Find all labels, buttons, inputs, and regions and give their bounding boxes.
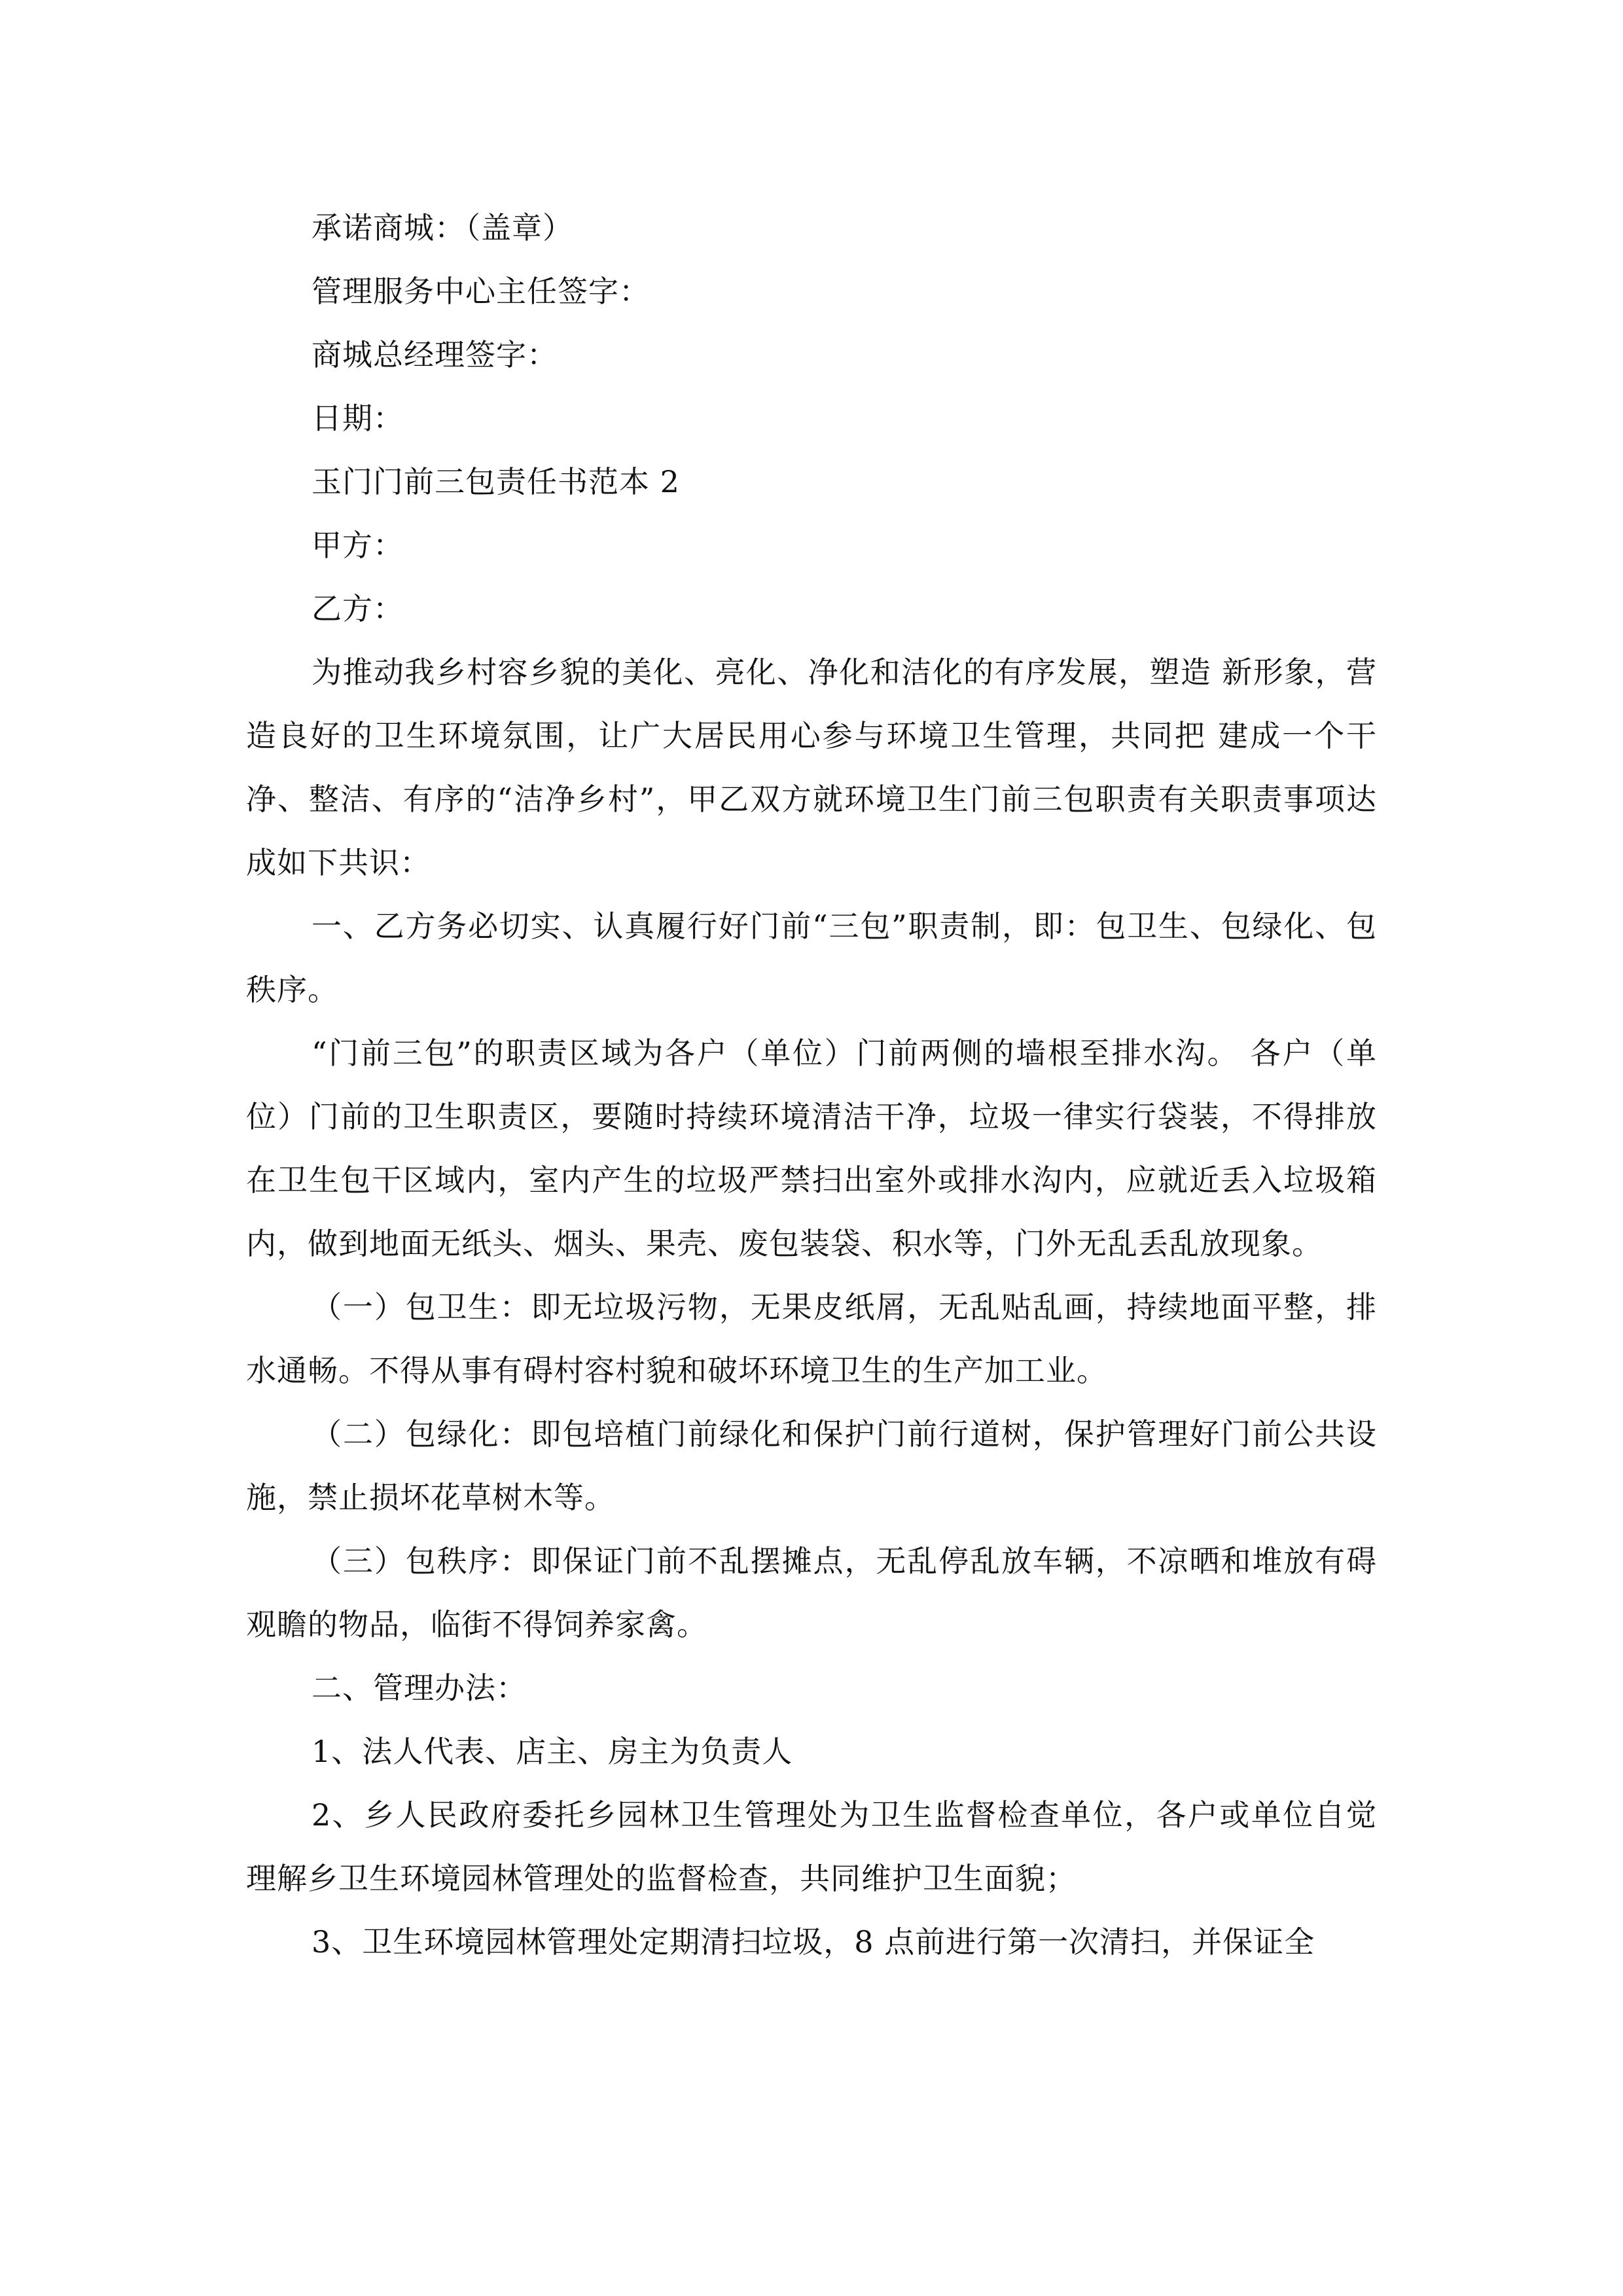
item-order-paragraph: （三）包秩序：即保证门前不乱摆摊点，无乱停乱放车辆，不凉晒和堆放有碍观瞻的物品，临街不得饲养家禽。	[246, 1543, 1377, 1642]
party-a-line: 甲方：	[312, 528, 404, 563]
promisor-line: 承诺商城：（盖章）	[312, 210, 573, 245]
general-manager-signature-line: 商城总经理签字：	[312, 337, 558, 372]
party-b-line: 乙方：	[312, 591, 404, 626]
intro-paragraph: 为推动我乡村容乡貌的美化、亮化、净化和洁化的有序发展，塑造 新形象，营造良好的卫生环境氛围，让广大居民用心参与环境卫生管理，共同把 建成一个干净、整洁、有序的“洁净乡村”，甲乙双方就环境卫生门前三包职责有关职责事项达成如下共识：	[246, 655, 1377, 880]
section-one-paragraph: 一、乙方务必切实、认真履行好门前“三包”职责制，即：包卫生、包绿化、包秩序。	[246, 908, 1377, 1007]
center-director-signature-line: 管理服务中心主任签字：	[312, 274, 650, 309]
document-body	[246, 196, 1377, 1974]
responsibility-zone-paragraph: “门前三包”的职责区域为各户（单位）门前两侧的墙根至排水沟。 各户（单位）门前的卫生职责区，要随时持续环境清洁干净，垃圾一律实行袋装，不得排放在卫生包干区域内，室内产生的垃圾严禁扫出室外或排水沟内，应就近丢入垃圾箱内，做到地面无纸头、烟头、果壳、废包装袋、积水等，门外无乱丢乱放现象。	[246, 1035, 1377, 1261]
item-sanitation-paragraph: （一）包卫生：即无垃圾污物，无果皮纸屑，无乱贴乱画，持续地面平整，排水通畅。不得从事有碍村容村貌和破坏环境卫生的生产加工业。	[246, 1289, 1377, 1388]
management-item-3: 3、卫生环境园林管理处定期清扫垃圾，8 点前进行第一次清扫，并保证全	[312, 1924, 1315, 1960]
item-greening-paragraph: （二）包绿化：即包培植门前绿化和保护门前行道树，保护管理好门前公共设施，禁止损坏花草树木等。	[246, 1416, 1377, 1515]
management-item-1: 1、法人代表、店主、房主为负责人	[312, 1734, 793, 1769]
management-item-2: 2、乡人民政府委托乡园林卫生管理处为卫生监督检查单位，各户或单位自觉理解乡卫生环境园林管理处的监督检查，共同维护卫生面貌；	[246, 1797, 1377, 1896]
section-two-heading: 二、管理办法：	[312, 1670, 527, 1706]
document-title: 玉门门前三包责任书范本 2	[312, 464, 680, 499]
date-line: 日期：	[312, 401, 404, 436]
